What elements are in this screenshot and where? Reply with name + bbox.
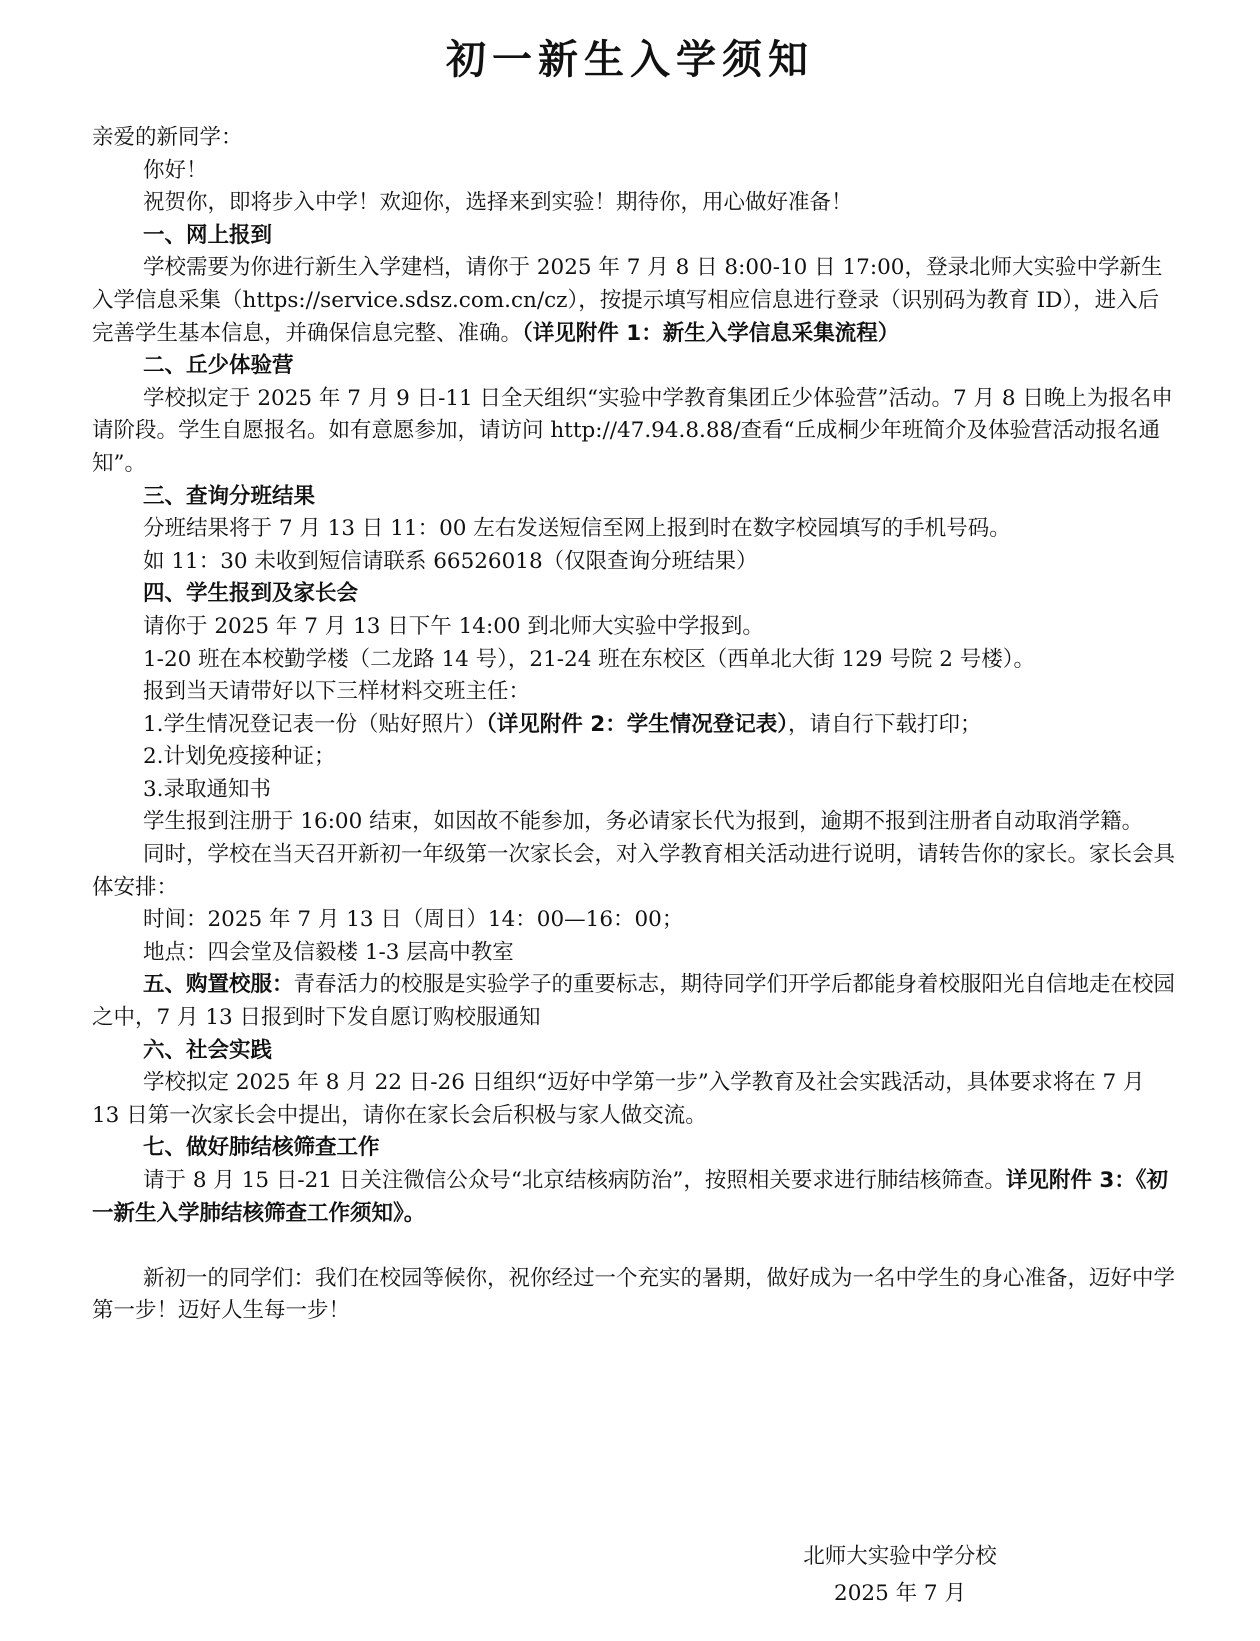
section-4-paragraph-1: 学生报到注册于 16:00 结束，如因故不能参加，务必请家长代为报到，逾期不报到注册者自动取消学籍。 <box>143 809 1144 835</box>
page-title: 初一新生入学须知 <box>446 37 814 83</box>
section-6-heading: 六、社会实践 <box>143 1037 273 1063</box>
section-2-heading: 二、丘少体验营 <box>143 353 294 379</box>
section-3-line-2: 如 11：30 未收到短信请联系 66526018（仅限查询分班结果） <box>143 548 758 574</box>
section-7-paragraph <box>92 1165 1178 1230</box>
section-1-text: 学校需要为你进行新生入学建档，请你于 2025 年 7 月 8 日 8:00-10 日 17:00，登录北师大实验中学新生入学信息采集（https://service.sdsz.com.cn/cz），按提示填写相应信息进行登录（识别码为教育 ID），进入后完善学生基本信息，并确保信息完整、准确。 <box>92 255 1163 346</box>
intro-paragraph: 祝贺你，即将步入中学！欢迎你，选择来到实验！期待你，用心做好准备！ <box>143 190 853 216</box>
attachment-1-reference: （详见附件 1：新生入学信息采集流程） <box>522 320 900 346</box>
section-5-paragraph <box>92 969 1178 1034</box>
materials-item-1-text: 1.学生情况登记表一份（贴好照片） <box>143 711 487 737</box>
attachment-2-reference: （详见附件 2：学生情况登记表） <box>486 711 788 737</box>
greeting: 你好！ <box>143 157 208 183</box>
section-4-paragraph-2: 同时，学校在当天召开新初一年级第一次家长会，对入学教育相关活动进行说明，请转告你的家长。家长会具体安排： <box>92 842 1176 900</box>
section-4-line-3: 报到当天请带好以下三样材料交班主任： <box>143 679 531 705</box>
section-3-line-1: 分班结果将于 7 月 13 日 11：00 左右发送短信至网上报到时在数字校园填写的手机号码。 <box>143 516 1011 542</box>
meeting-time: 时间：2025 年 7 月 13 日（周日）14：00—16：00； <box>143 907 684 933</box>
materials-item-2: 2.计划免疫接种证； <box>143 744 336 770</box>
attachment-3-reference: 详见附件 3：《初一新生入学肺结核筛查工作须知》。 <box>92 1168 1169 1226</box>
materials-item-1-suffix: ，请自行下载打印； <box>787 711 982 737</box>
section-1-paragraph <box>92 252 1178 350</box>
section-5-text: 青春活力的校服是实验学子的重要标志，期待同学们开学后都能身着校服阳光自信地走在校园之中，7 月 13 日报到时下发自愿订购校服通知 <box>92 972 1176 1031</box>
signature-org: 北师大实验中学分校 <box>803 1544 997 1569</box>
salutation: 亲爱的新同学： <box>92 125 243 150</box>
closing-paragraph: 新初一的同学们：我们在校园等候你，祝你经过一个充实的暑期，做好成为一名中学生的身心准备，迈好中学第一步！迈好人生每一步！ <box>92 1265 1176 1324</box>
section-1-heading: 一、网上报到 <box>143 222 273 248</box>
materials-item-3: 3.录取通知书 <box>143 776 272 802</box>
signature-block <box>770 1538 1030 1612</box>
signature-date: 2025 年 7 月 <box>834 1581 966 1606</box>
section-3-heading: 三、查询分班结果 <box>143 483 316 509</box>
section-7-text: 请于 8 月 15 日-21 日关注微信公众号“北京结核病防治”，按照相关要求进行肺结核筛查。 <box>143 1168 1006 1193</box>
section-7-heading: 七、做好肺结核筛查工作 <box>143 1135 380 1161</box>
section-4-heading: 四、学生报到及家长会 <box>143 581 359 607</box>
section-6-paragraph: 学校拟定 2025 年 8 月 22 日-26 日组织“迈好中学第一步”入学教育及社会实践活动，具体要求将在 7 月 13 日第一次家长会中提出，请你在家长会后积极与家人做交流。 <box>92 1070 1145 1128</box>
paragraph-spacer <box>92 1230 1178 1263</box>
materials-item-1 <box>92 709 1178 742</box>
notice-body <box>92 122 1178 1328</box>
section-4-line-2: 1-20 班在本校勤学楼（二龙路 14 号），21-24 班在东校区（西单北大街 129 号院 2 号楼）。 <box>143 646 1036 672</box>
section-4-line-1: 请你于 2025 年 7 月 13 日下午 14:00 到北师大实验中学报到。 <box>143 613 764 639</box>
meeting-place: 地点：四会堂及信毅楼 1-3 层高中教室 <box>143 939 514 965</box>
section-2-paragraph: 学校拟定于 2025 年 7 月 9 日-11 日全天组织“实验中学教育集团丘少体验营”活动。7 月 8 日晚上为报名申请阶段。学生自愿报名。如有意愿参加，请访问 http://47.94.8.88/查看“丘成桐少年班简介及体验营活动报名通知”。 <box>92 385 1173 476</box>
section-5-heading: 五、购置校服： <box>143 972 294 998</box>
